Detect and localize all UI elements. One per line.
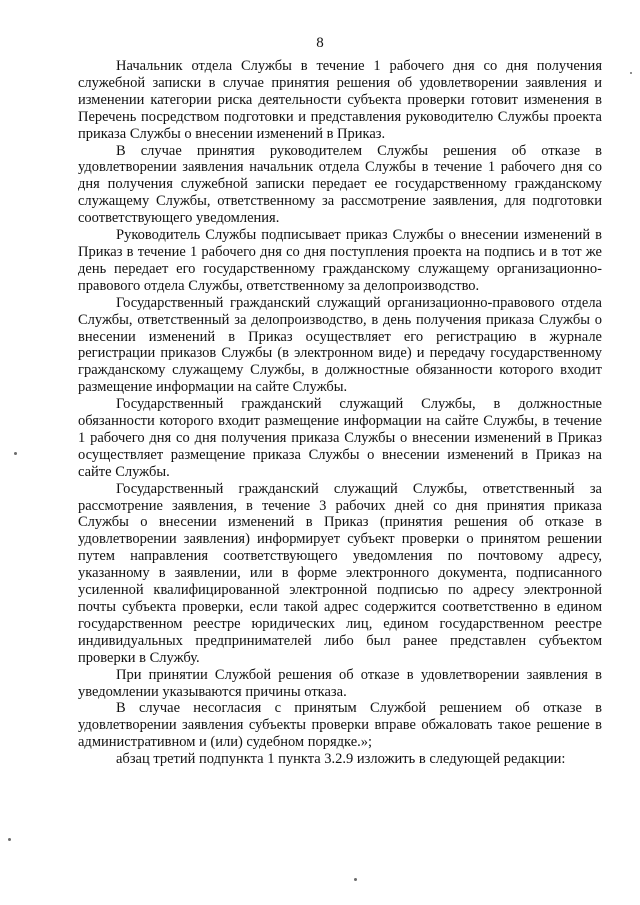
paragraph: Государственный гражданский служащий Службы, в должностные обязанности которого входит размещение информации на сайте Службы, в течение 1 рабочего дня со дня получения приказа Службы о внесении изменений в Приказ осуществляет размещение приказа Службы о внесении изменений в Приказ на сайте Службы. (78, 396, 602, 480)
scan-speck (8, 838, 11, 841)
paragraph: Начальник отдела Службы в течение 1 рабочего дня со дня получения служебной записки в случае принятия решения об удовлетворении заявления и изменении категории риска деятельности субъекта проверки готовит изменения в Перечень посредством подготовки и представления руководителю Службы проекта приказа Службы о внесении изменений в Приказ. (78, 58, 602, 142)
scan-speck (14, 452, 17, 455)
paragraph: Государственный гражданский служащий организационно-правового отдела Службы, ответственный за делопроизводство, в день получения приказа Службы о внесении изменений в Приказ осуществляет его регистрацию в журнале регистрации приказов Службы (в электронном виде) и передачу государственному гражданскому служащему Службы, в должностные обязанности которого входит размещение информации на сайте Службы. (78, 294, 602, 396)
paragraph: абзац третий подпункта 1 пункта 3.2.9 изложить в следующей редакции: (116, 751, 566, 768)
document-body (78, 58, 602, 768)
paragraph: В случае принятия руководителем Службы решения об отказе в удовлетворении заявления начальник отдела Службы в течение 1 рабочего дня со дня получения служебной записки передает ее государственному гражданскому служащему Службы, ответственному за рассмотрение заявления, для подготовки соответствующего уведомления. (78, 142, 602, 227)
scan-speck (354, 878, 357, 881)
paragraph: Государственный гражданский служащий Службы, ответственный за рассмотрение заявления, в течение 3 рабочих дней со дня принятия приказа Службы о внесении изменений в Приказ (принятия решения об отказе в удовлетворении заявления) информирует субъект проверки о принятом решении путем направления соответствующего уведомления по почтовому адресу, указанному в заявлении, или в форме электронного документа, подписанного усиленной квалифицированной электронной подписью по адресу электронной почты субъекта проверки, если такой адрес содержится соответственно в едином государственном реестре юридических лиц, едином государственном реестре индивидуальных предпринимателей либо был ранее представлен субъектом проверки в Службу. (78, 480, 602, 666)
page-number: 8 (316, 35, 324, 51)
paragraph: В случае несогласия с принятым Службой решением об отказе в удовлетворении заявления субъекты проверки вправе обжаловать такое решение в административном и (или) судебном порядке.»; (78, 700, 602, 751)
paragraph: Руководитель Службы подписывает приказ Службы о внесении изменений в Приказ в течение 1 рабочего дня со дня поступления проекта на подпись и в тот же день передает его государственному гражданскому служащему организационно-правового отдела Службы, ответственному за делопроизводство. (78, 227, 602, 294)
paragraph: При принятии Службой решения об отказе в удовлетворении заявления в уведомлении указываются причины отказа. (78, 666, 602, 700)
scan-speck (630, 72, 632, 74)
